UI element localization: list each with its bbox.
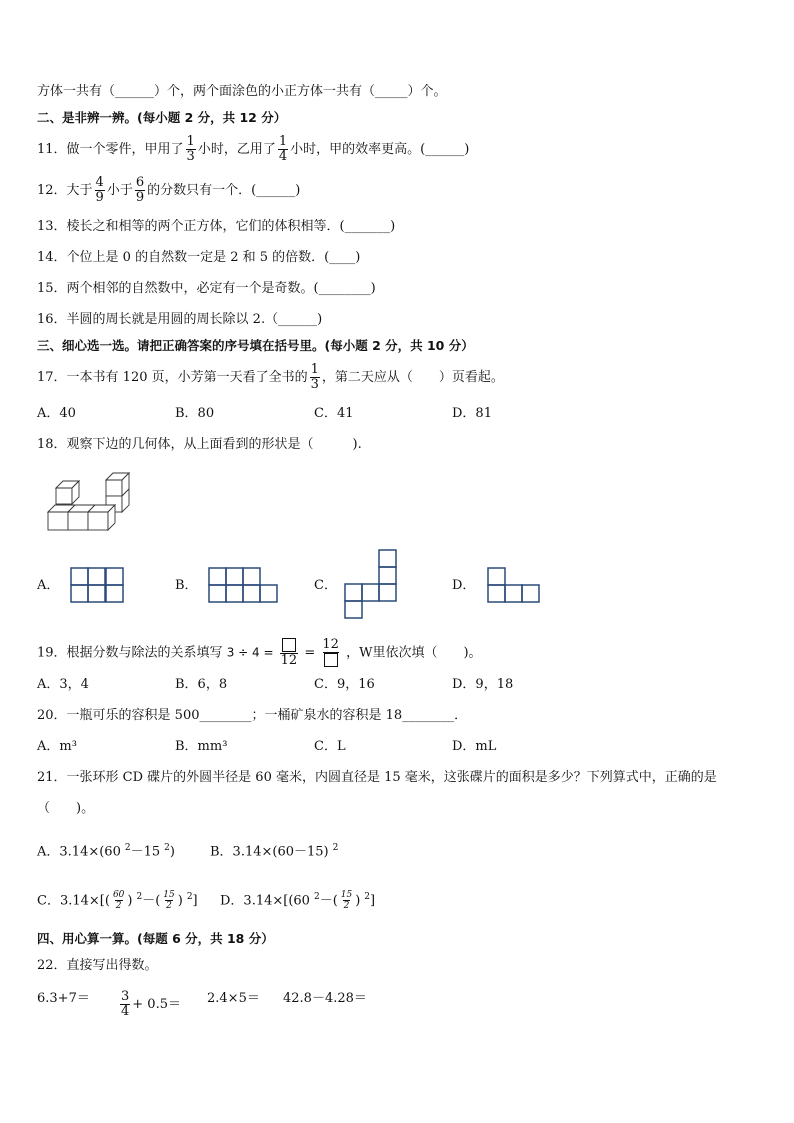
question-15: 15．两个相邻的自然数中，必定有一个是奇数。(________) <box>37 281 376 296</box>
option-c: C． <box>314 578 337 593</box>
option-b: B．mm³ <box>175 739 228 754</box>
fraction: $\frac{60}{2}$ <box>112 890 125 912</box>
option-b: B．80 <box>175 406 215 421</box>
question-13: 13．棱长之和相等的两个正方体，它们的体积相等．(_______) <box>37 219 396 234</box>
fraction: $\frac{6}{9}$ <box>135 175 145 205</box>
fraction: $\frac{1}{3}$ <box>310 362 319 392</box>
option-d: D．9，18 <box>452 677 514 692</box>
question-19: 19．根据分数与除法的关系填写 3 ÷ 4 = 12 = 12 ，W里依次填（ )。 <box>37 637 482 668</box>
question-11: 11．做一个零件，甲用了 $\frac{1}{3}$ 小时，乙用了 $\frac{1}{4}$ 小时，甲的效率更高。(______) <box>37 134 470 164</box>
option-a: A．m³ <box>37 739 77 754</box>
option-d: D．3.14×[(60 $^2$－( $\frac{15}{2}$ ) $^2$] <box>220 890 376 912</box>
calc-item-1: 6.3+7＝ <box>37 991 90 1006</box>
option-a: A．3.14×(60 $^2$－15 $^2$) <box>37 843 175 860</box>
question-18: 18．观察下边的几何体，从上面看到的形状是（ ). <box>37 437 362 452</box>
option-c: C．9，16 <box>314 677 375 692</box>
option-b: B．6，8 <box>175 677 228 692</box>
fraction: $\frac{15}{2}$ <box>163 890 175 912</box>
option-b: B． <box>175 578 198 593</box>
fraction: 12 <box>280 638 299 668</box>
cube-figure <box>44 472 136 538</box>
question-21: 21．一张环形 CD 碟片的外圆半径是 60 毫米，内圆直径是 15 毫米，这张碟片的面积是多少？下列算式中，正确的是 <box>37 770 717 785</box>
question-16: 16．半圆的周长就是用圆的周长除以 2.（______) <box>37 312 323 327</box>
blank-box-icon <box>324 653 338 667</box>
option-d: D． <box>452 578 476 593</box>
section-3-heading: 三、细心选一选。请把正确答案的序号填在括号里。(每小题 2 分，共 10 分） <box>37 338 474 353</box>
shape-a <box>70 567 126 603</box>
shape-b <box>208 567 282 603</box>
fraction: $\frac{1}{4}$ <box>278 134 288 164</box>
fraction: $\frac{15}{2}$ <box>340 890 353 912</box>
calc-item-4: 42.8－4.28＝ <box>283 991 367 1006</box>
q10-tail: 方体一共有（______）个，两个面涂色的小正方体一共有（_____）个。 <box>37 84 447 99</box>
calc-item-2: $\frac{3}{4}$ + 0.5＝ <box>121 989 181 1019</box>
option-a: A．40 <box>37 406 76 421</box>
option-a: A．3，4 <box>37 677 89 692</box>
question-14: 14．个位上是 0 的自然数一定是 2 和 5 的倍数．(____) <box>37 250 361 265</box>
section-2-heading: 二、是非辨一辨。(每小题 2 分，共 12 分） <box>37 110 287 125</box>
option-a: A． <box>37 578 60 593</box>
shape-d <box>487 567 543 603</box>
option-b: B．3.14×(60－15) $^2$ <box>210 843 339 860</box>
calc-item-3: 2.4×5＝ <box>207 991 260 1006</box>
blank-box-icon <box>282 638 296 652</box>
option-c: C．L <box>314 739 346 754</box>
question-20: 20．一瓶可乐的容积是 500________；一桶矿泉水的容积是 18________． <box>37 708 468 723</box>
fraction: $\frac{4}{9}$ <box>95 175 104 205</box>
section-4-heading: 四、用心算一算。(每题 6 分，共 18 分） <box>37 931 274 946</box>
fraction: $\frac{3}{4}$ <box>121 989 130 1019</box>
question-17: 17．一本书有 120 页，小芳第一天看了全书的 $\frac{1}{3}$ ，第二天应从（ ）页看起。 <box>37 362 504 392</box>
question-21-cont: （ )。 <box>37 801 95 816</box>
question-12: 12．大于 $\frac{4}{9}$ 小于 $\frac{6}{9}$ 的分数只有一个．(______) <box>37 175 301 205</box>
shape-c <box>343 549 401 621</box>
option-d: D．81 <box>452 406 492 421</box>
option-c: C．3.14×[( $\frac{60}{2}$ ) $^2$－( $\frac{15}{2}$ ) $^2$] <box>37 890 198 912</box>
option-d: D．mL <box>452 739 497 754</box>
question-22: 22．直接写出得数。 <box>37 958 158 973</box>
fraction: 12 <box>321 638 340 668</box>
option-c: C．41 <box>314 406 354 421</box>
fraction: $\frac{1}{3}$ <box>186 134 195 164</box>
